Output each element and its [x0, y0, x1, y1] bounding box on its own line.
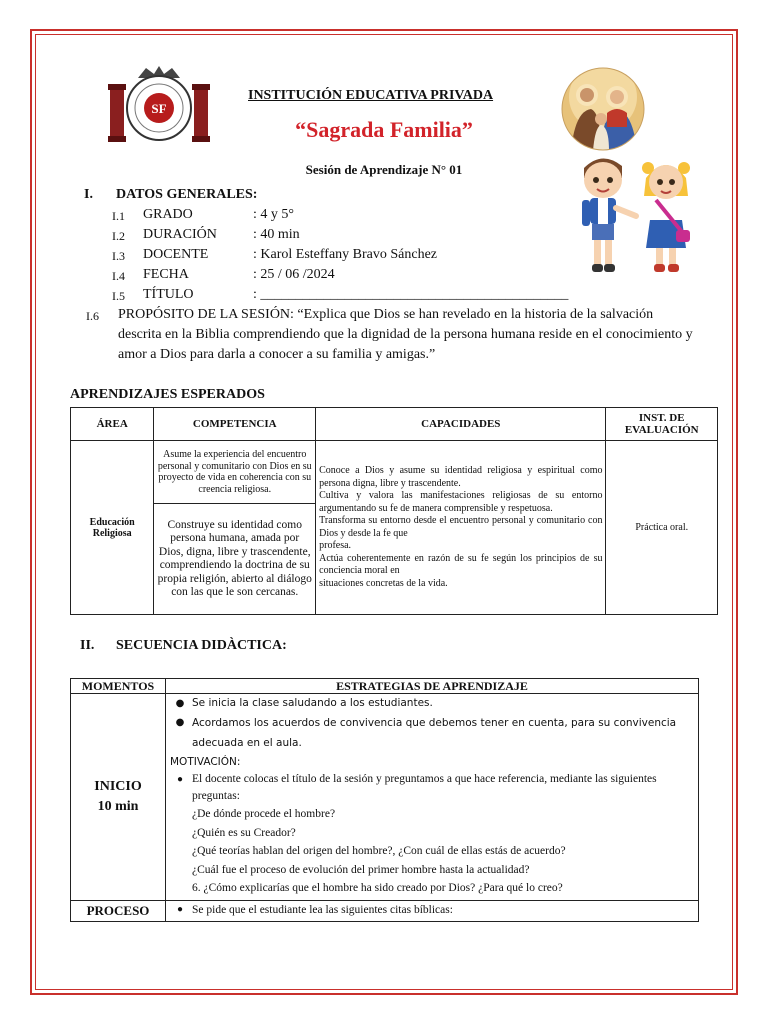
moment-inicio [71, 694, 166, 901]
section1-title: DATOS GENERALES: [116, 187, 258, 202]
header-area: ÁREA [71, 408, 154, 441]
capacidad-1: Conoce a Dios y asume su identidad religiosa y espiritual como persona digna, libre y trascendente. [319, 465, 603, 489]
question-item: 6. ¿Cómo explicarías que el hombre ha sido creado por Dios? ¿Para qué lo creo? [192, 882, 563, 894]
institution-heading: INSTITUCIÓN EDUCATIVA PRIVADA [248, 88, 494, 103]
holy-family-image [561, 67, 645, 151]
question-item: ¿Qué teorías hablan del origen del hombre?, ¿Con cuál de ellas estás de acuerdo? [192, 845, 566, 857]
row-label-duracion: DURACIÓN [143, 227, 217, 242]
bullet-icon: ● [175, 698, 185, 709]
row-label-grado: GRADO [143, 207, 193, 222]
header-competencia: COMPETENCIA [154, 408, 316, 441]
section2-number: II. [80, 638, 95, 653]
session-purpose: PROPÓSITO DE LA SESIÓN: “Explica que Dios se han revelado en la historia de la salvación descrita en la Biblia comprendiendo que la dignidad de la persona humana reside en el conocimiento y amor a Dios para darla a conocer a su familia y amigas.” [118, 307, 693, 362]
inicio-bullet-2: Acordamos los acuerdos de convivencia que debemos tener en cuenta, para su convivencia adecuada en el aula. [192, 717, 677, 749]
crest-letters: SF [151, 101, 167, 116]
capacidades-cell [316, 441, 606, 615]
capacidad-3: Transforma su entorno desde el encuentro personal y comunitario con Dios y desde la fe que [319, 515, 603, 539]
inicio-time: 10 min [97, 798, 139, 814]
school-name: “Sagrada Familia” [295, 117, 473, 142]
list-item [168, 901, 692, 919]
moment-proceso: PROCESO [71, 900, 166, 921]
header-capacidades: CAPACIDADES [316, 408, 606, 441]
proceso-bullet: Se pide que el estudiante lea las siguientes citas bíblicas: [192, 903, 453, 916]
session-title: Sesión de Aprendizaje N° 01 [305, 162, 463, 177]
bullet-icon: ● [175, 717, 185, 728]
students-illustration [576, 152, 704, 278]
row-number: I.5 [112, 289, 125, 303]
competencia-1: Asume la experiencia del encuentro personal y comunitario con Dios en su proyecto de vida en coherencia con su creencia religiosa. [154, 441, 316, 504]
row-value-titulo: : ____________________________________________ [253, 287, 569, 302]
capacidad-4b: situaciones concretas de la vida. [319, 577, 448, 589]
row-value-docente: : Karol Esteffany Bravo Sánchez [253, 247, 438, 262]
expected-learning-table [70, 407, 718, 615]
table-row [71, 441, 718, 504]
list-item [168, 694, 692, 713]
bullet-icon: ● [176, 903, 184, 915]
table-row [71, 900, 699, 921]
table-header-row [71, 679, 699, 694]
purpose-number: I.6 [86, 309, 99, 323]
table-header-row [71, 408, 718, 441]
row-value-duracion: : 40 min [253, 227, 300, 242]
list-item [168, 771, 692, 805]
section1-number: I. [84, 187, 93, 202]
row-number: I.4 [112, 269, 125, 283]
inicio-strategies [166, 694, 699, 901]
questions-list [168, 805, 692, 898]
row-number: I.3 [112, 249, 125, 263]
proceso-strategies [166, 900, 699, 921]
didactic-sequence-table [70, 678, 699, 922]
bullet-icon: ● [176, 774, 184, 785]
header-momentos: MOMENTOS [71, 679, 166, 694]
table-row [71, 694, 699, 901]
expected-learning-title: APRENDIZAJES ESPERADOS [70, 387, 265, 402]
row-label-docente: DOCENTE [143, 247, 209, 262]
row-value-fecha: : 25 / 06 /2024 [253, 267, 335, 282]
instrumento-cell: Práctica oral. [606, 441, 718, 615]
question-item: ¿Cuál fue el proceso de evolución del primer hombre hasta la actualidad? [192, 863, 530, 876]
capacidad-4: Actúa coherentemente en razón de su fe según los principios de su conciencia moral en [319, 552, 603, 576]
motivacion-bullet: El docente colocas el título de la sesión y preguntamos a que hace referencia, mediante las siguientes preguntas: [192, 773, 657, 802]
question-item: ¿De dónde procede el hombre? [192, 808, 336, 820]
header-estrategias: ESTRATEGIAS DE APRENDIZAJE [166, 679, 699, 694]
inicio-bullet-1: Se inicia la clase saludando a los estudiantes. [192, 697, 433, 709]
row-number: I.2 [112, 229, 125, 243]
question-item: ¿Quién es su Creador? [192, 826, 296, 839]
header-instrumento: INST. DE EVALUACIÓN [606, 408, 718, 441]
competencia-2: Construye su identidad como persona humana, amada por Dios, digna, libre y trascendente, comprendiendo la doctrina de su propia religión, abierto al diálogo con las que le son cercanas. [154, 504, 316, 615]
capacidad-3b: profesa. [319, 540, 352, 551]
row-value-grado: : 4 y 5° [253, 207, 294, 222]
motivacion-label: MOTIVACIÓN: [170, 756, 241, 768]
row-label-titulo: TÍTULO [143, 287, 194, 302]
area-cell: Educación Religiosa [71, 441, 154, 615]
row-label-fecha: FECHA [143, 267, 189, 282]
inicio-label: INICIO [94, 778, 142, 794]
list-item [168, 713, 692, 753]
capacidad-2: Cultiva y valora las manifestaciones religiosas de su entorno argumentando su fe de manera comprensible y respetuosa. [319, 490, 603, 514]
section2-title: SECUENCIA DIDÀCTICA: [116, 638, 287, 653]
row-number: I.1 [112, 209, 125, 223]
